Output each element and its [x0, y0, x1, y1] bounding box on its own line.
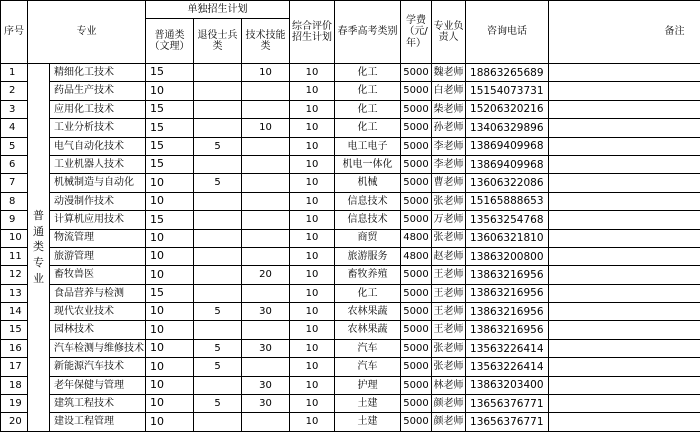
spring-exam-cell: 农林果蔬 [335, 303, 401, 321]
teacher-cell: 王老师 [432, 266, 466, 284]
comprehensive-plan-cell: 10 [290, 303, 335, 321]
phone-cell: 13863203400 [466, 376, 549, 394]
major-cell: 园林技术 [50, 321, 146, 339]
phone-cell: 13863216956 [466, 321, 549, 339]
table-row [1, 155, 700, 173]
major-cell: 畜牧兽医 [50, 266, 146, 284]
tuition-cell: 5000 [401, 174, 432, 192]
comprehensive-plan-cell: 10 [290, 358, 335, 376]
teacher-cell: 王老师 [432, 303, 466, 321]
table-row [1, 339, 700, 357]
teacher-cell: 颜老师 [432, 413, 466, 431]
comprehensive-plan-cell: 10 [290, 155, 335, 173]
remark-cell [549, 376, 700, 394]
major-cell: 机械制造与自动化 [50, 174, 146, 192]
regular-plan-cell: 15 [146, 137, 194, 155]
veteran-plan-cell: 5 [194, 358, 242, 376]
remark-cell [549, 321, 700, 339]
regular-plan-cell: 10 [146, 358, 194, 376]
header-remark: 备注 [549, 1, 700, 64]
regular-plan-cell: 15 [146, 64, 194, 82]
seq-cell: 5 [1, 137, 28, 155]
veteran-plan-cell [194, 229, 242, 247]
tuition-cell: 5000 [401, 119, 432, 137]
major-cell: 电气自动化技术 [50, 137, 146, 155]
remark-cell [549, 155, 700, 173]
teacher-cell: 张老师 [432, 229, 466, 247]
spring-exam-cell: 商贸 [335, 229, 401, 247]
regular-plan-cell: 10 [146, 303, 194, 321]
major-cell: 计算机应用技术 [50, 211, 146, 229]
comprehensive-plan-cell: 10 [290, 82, 335, 100]
tuition-cell: 5000 [401, 358, 432, 376]
major-cell: 建设工程管理 [50, 413, 146, 431]
phone-cell: 13606322086 [466, 174, 549, 192]
tuition-cell: 5000 [401, 395, 432, 413]
teacher-cell: 张老师 [432, 192, 466, 210]
tuition-cell: 5000 [401, 211, 432, 229]
remark-cell [549, 266, 700, 284]
major-cell: 工业分析技术 [50, 119, 146, 137]
skill-plan-cell [242, 321, 290, 339]
major-cell: 动漫制作技术 [50, 192, 146, 210]
regular-plan-cell: 10 [146, 174, 194, 192]
phone-cell: 13863200800 [466, 247, 549, 265]
seq-cell: 4 [1, 119, 28, 137]
skill-plan-cell: 30 [242, 339, 290, 357]
veteran-plan-cell [194, 211, 242, 229]
phone-cell: 13869409968 [466, 137, 549, 155]
veteran-plan-cell: 5 [194, 303, 242, 321]
header-skill: 技术技能类 [242, 19, 290, 64]
phone-cell: 13563226414 [466, 358, 549, 376]
spring-exam-cell: 化工 [335, 284, 401, 302]
header-regular: 普通类（文理） [146, 19, 194, 64]
remark-cell [549, 211, 700, 229]
skill-plan-cell [242, 358, 290, 376]
comprehensive-plan-cell: 10 [290, 266, 335, 284]
remark-cell [549, 64, 700, 82]
teacher-cell: 林老师 [432, 376, 466, 394]
regular-plan-cell: 15 [146, 100, 194, 118]
spring-exam-cell: 畜牧养殖 [335, 266, 401, 284]
phone-cell: 13406329896 [466, 119, 549, 137]
skill-plan-cell [242, 413, 290, 431]
comprehensive-plan-cell: 10 [290, 413, 335, 431]
tuition-cell: 5000 [401, 192, 432, 210]
tuition-cell: 5000 [401, 82, 432, 100]
comprehensive-plan-cell: 10 [290, 137, 335, 155]
comprehensive-plan-cell: 10 [290, 100, 335, 118]
skill-plan-cell [242, 247, 290, 265]
teacher-cell: 王老师 [432, 284, 466, 302]
seq-cell: 2 [1, 82, 28, 100]
seq-cell: 20 [1, 413, 28, 431]
regular-plan-cell: 10 [146, 82, 194, 100]
seq-cell: 9 [1, 211, 28, 229]
phone-cell: 15154073731 [466, 82, 549, 100]
spring-exam-cell: 电工电子 [335, 137, 401, 155]
skill-plan-cell [242, 192, 290, 210]
remark-cell [549, 174, 700, 192]
table-row [1, 413, 700, 431]
comprehensive-plan-cell: 10 [290, 174, 335, 192]
major-cell: 汽车检测与维修技术 [50, 339, 146, 357]
table-row [1, 376, 700, 394]
veteran-plan-cell: 5 [194, 137, 242, 155]
table-row [1, 229, 700, 247]
major-cell: 食品营养与检测 [50, 284, 146, 302]
tuition-cell: 5000 [401, 413, 432, 431]
veteran-plan-cell: 5 [194, 395, 242, 413]
spring-exam-cell: 土建 [335, 395, 401, 413]
skill-plan-cell: 20 [242, 266, 290, 284]
regular-plan-cell: 10 [146, 395, 194, 413]
teacher-cell: 魏老师 [432, 64, 466, 82]
table-row [1, 82, 700, 100]
regular-plan-cell: 15 [146, 155, 194, 173]
skill-plan-cell [242, 82, 290, 100]
spring-exam-cell: 汽车 [335, 358, 401, 376]
seq-cell: 17 [1, 358, 28, 376]
teacher-cell: 万老师 [432, 211, 466, 229]
regular-plan-cell: 15 [146, 119, 194, 137]
table-row [1, 137, 700, 155]
skill-plan-cell [242, 174, 290, 192]
header-veteran: 退役士兵类 [194, 19, 242, 64]
table-row [1, 266, 700, 284]
category-cell [28, 64, 50, 432]
regular-plan-cell: 10 [146, 247, 194, 265]
teacher-cell: 李老师 [432, 137, 466, 155]
veteran-plan-cell [194, 64, 242, 82]
skill-plan-cell: 30 [242, 395, 290, 413]
veteran-plan-cell [194, 284, 242, 302]
spring-exam-cell: 化工 [335, 64, 401, 82]
regular-plan-cell: 15 [146, 284, 194, 302]
veteran-plan-cell [194, 376, 242, 394]
major-cell: 旅游管理 [50, 247, 146, 265]
table-row [1, 100, 700, 118]
regular-plan-cell: 10 [146, 266, 194, 284]
regular-plan-cell: 10 [146, 413, 194, 431]
table-row [1, 395, 700, 413]
remark-cell [549, 100, 700, 118]
phone-cell: 13563226414 [466, 339, 549, 357]
seq-cell: 18 [1, 376, 28, 394]
spring-exam-cell: 机电一体化 [335, 155, 401, 173]
seq-cell: 3 [1, 100, 28, 118]
header-spring-exam: 春季高考类别 [335, 1, 401, 64]
skill-plan-cell [242, 211, 290, 229]
spring-exam-cell: 农林果蔬 [335, 321, 401, 339]
table-row [1, 321, 700, 339]
table-row [1, 119, 700, 137]
seq-cell: 7 [1, 174, 28, 192]
tuition-cell: 5000 [401, 100, 432, 118]
major-cell: 老年保健与管理 [50, 376, 146, 394]
seq-cell: 19 [1, 395, 28, 413]
phone-cell: 13606321810 [466, 229, 549, 247]
remark-cell [549, 137, 700, 155]
teacher-cell: 曹老师 [432, 174, 466, 192]
teacher-cell: 柴老师 [432, 100, 466, 118]
seq-cell: 10 [1, 229, 28, 247]
category-label: 普通类专业 [33, 208, 45, 288]
major-cell: 物流管理 [50, 229, 146, 247]
seq-cell: 15 [1, 321, 28, 339]
comprehensive-plan-cell: 10 [290, 119, 335, 137]
remark-cell [549, 247, 700, 265]
skill-plan-cell [242, 284, 290, 302]
spring-exam-cell: 化工 [335, 100, 401, 118]
teacher-cell: 颜老师 [432, 395, 466, 413]
regular-plan-cell: 10 [146, 229, 194, 247]
seq-cell: 13 [1, 284, 28, 302]
comprehensive-plan-cell: 10 [290, 211, 335, 229]
comprehensive-plan-cell: 10 [290, 192, 335, 210]
table-row [1, 174, 700, 192]
major-cell: 建筑工程技术 [50, 395, 146, 413]
veteran-plan-cell [194, 413, 242, 431]
table-row [1, 284, 700, 302]
phone-cell: 13563254768 [466, 211, 549, 229]
spring-exam-cell: 信息技术 [335, 192, 401, 210]
veteran-plan-cell: 5 [194, 174, 242, 192]
table-row [1, 64, 700, 82]
remark-cell [549, 395, 700, 413]
remark-cell [549, 284, 700, 302]
teacher-cell: 孙老师 [432, 119, 466, 137]
regular-plan-cell: 15 [146, 211, 194, 229]
spring-exam-cell: 化工 [335, 119, 401, 137]
phone-cell: 15165888653 [466, 192, 549, 210]
comprehensive-plan-cell: 10 [290, 284, 335, 302]
remark-cell [549, 119, 700, 137]
tuition-cell: 5000 [401, 266, 432, 284]
tuition-cell: 5000 [401, 321, 432, 339]
skill-plan-cell [242, 137, 290, 155]
phone-cell: 13863216956 [466, 303, 549, 321]
tuition-cell: 5000 [401, 303, 432, 321]
tuition-cell: 4800 [401, 229, 432, 247]
spring-exam-cell: 旅游服务 [335, 247, 401, 265]
veteran-plan-cell [194, 82, 242, 100]
teacher-cell: 赵老师 [432, 247, 466, 265]
table-row [1, 192, 700, 210]
teacher-cell: 王老师 [432, 321, 466, 339]
remark-cell [549, 303, 700, 321]
skill-plan-cell [242, 229, 290, 247]
header-tuition: 学费（元/年） [401, 1, 432, 64]
regular-plan-cell: 10 [146, 339, 194, 357]
table-row [1, 358, 700, 376]
table-row [1, 211, 700, 229]
tuition-cell: 5000 [401, 155, 432, 173]
major-cell: 现代农业技术 [50, 303, 146, 321]
veteran-plan-cell [194, 100, 242, 118]
regular-plan-cell: 10 [146, 192, 194, 210]
table-row [1, 247, 700, 265]
spring-exam-cell: 土建 [335, 413, 401, 431]
veteran-plan-cell [194, 155, 242, 173]
skill-plan-cell [242, 155, 290, 173]
phone-cell: 13656376771 [466, 413, 549, 431]
seq-cell: 16 [1, 339, 28, 357]
veteran-plan-cell [194, 192, 242, 210]
veteran-plan-cell [194, 119, 242, 137]
teacher-cell: 张老师 [432, 339, 466, 357]
remark-cell [549, 229, 700, 247]
regular-plan-cell: 10 [146, 376, 194, 394]
veteran-plan-cell [194, 247, 242, 265]
phone-cell: 18863265689 [466, 64, 549, 82]
comprehensive-plan-cell: 10 [290, 339, 335, 357]
major-cell: 新能源汽车技术 [50, 358, 146, 376]
header-single-plan: 单独招生计划 [146, 1, 290, 19]
header-seq: 序号 [1, 1, 28, 64]
header-teacher: 专业负责人 [432, 1, 466, 64]
skill-plan-cell [242, 100, 290, 118]
veteran-plan-cell: 5 [194, 339, 242, 357]
remark-cell [549, 339, 700, 357]
tuition-cell: 5000 [401, 376, 432, 394]
spring-exam-cell: 信息技术 [335, 211, 401, 229]
comprehensive-plan-cell: 10 [290, 247, 335, 265]
header-major: 专业 [28, 1, 146, 64]
seq-cell: 1 [1, 64, 28, 82]
veteran-plan-cell [194, 266, 242, 284]
seq-cell: 14 [1, 303, 28, 321]
veteran-plan-cell [194, 321, 242, 339]
seq-cell: 8 [1, 192, 28, 210]
skill-plan-cell: 30 [242, 303, 290, 321]
skill-plan-cell: 10 [242, 119, 290, 137]
comprehensive-plan-cell: 10 [290, 376, 335, 394]
table-row [1, 303, 700, 321]
spring-exam-cell: 汽车 [335, 339, 401, 357]
remark-cell [549, 413, 700, 431]
teacher-cell: 张老师 [432, 358, 466, 376]
phone-cell: 13869409968 [466, 155, 549, 173]
remark-cell [549, 192, 700, 210]
spring-exam-cell: 化工 [335, 82, 401, 100]
header-phone: 咨询电话 [466, 1, 549, 64]
seq-cell: 6 [1, 155, 28, 173]
remark-cell [549, 358, 700, 376]
comprehensive-plan-cell: 10 [290, 64, 335, 82]
skill-plan-cell: 30 [242, 376, 290, 394]
regular-plan-cell: 10 [146, 321, 194, 339]
major-cell: 应用化工技术 [50, 100, 146, 118]
comprehensive-plan-cell: 10 [290, 321, 335, 339]
seq-cell: 12 [1, 266, 28, 284]
seq-cell: 11 [1, 247, 28, 265]
major-cell: 工业机器人技术 [50, 155, 146, 173]
tuition-cell: 5000 [401, 64, 432, 82]
spring-exam-cell: 护理 [335, 376, 401, 394]
comprehensive-plan-cell: 10 [290, 229, 335, 247]
tuition-cell: 5000 [401, 284, 432, 302]
teacher-cell: 白老师 [432, 82, 466, 100]
phone-cell: 15206320216 [466, 100, 549, 118]
tuition-cell: 5000 [401, 137, 432, 155]
major-cell: 精细化工技术 [50, 64, 146, 82]
tuition-cell: 5000 [401, 339, 432, 357]
phone-cell: 13656376771 [466, 395, 549, 413]
phone-cell: 13863216956 [466, 284, 549, 302]
skill-plan-cell: 10 [242, 64, 290, 82]
major-cell: 药品生产技术 [50, 82, 146, 100]
tuition-cell: 4800 [401, 247, 432, 265]
comprehensive-plan-cell: 10 [290, 395, 335, 413]
teacher-cell: 李老师 [432, 155, 466, 173]
remark-cell [549, 82, 700, 100]
phone-cell: 13863216956 [466, 266, 549, 284]
spring-exam-cell: 机械 [335, 174, 401, 192]
header-comprehensive: 综合评价招生计划 [290, 1, 335, 64]
